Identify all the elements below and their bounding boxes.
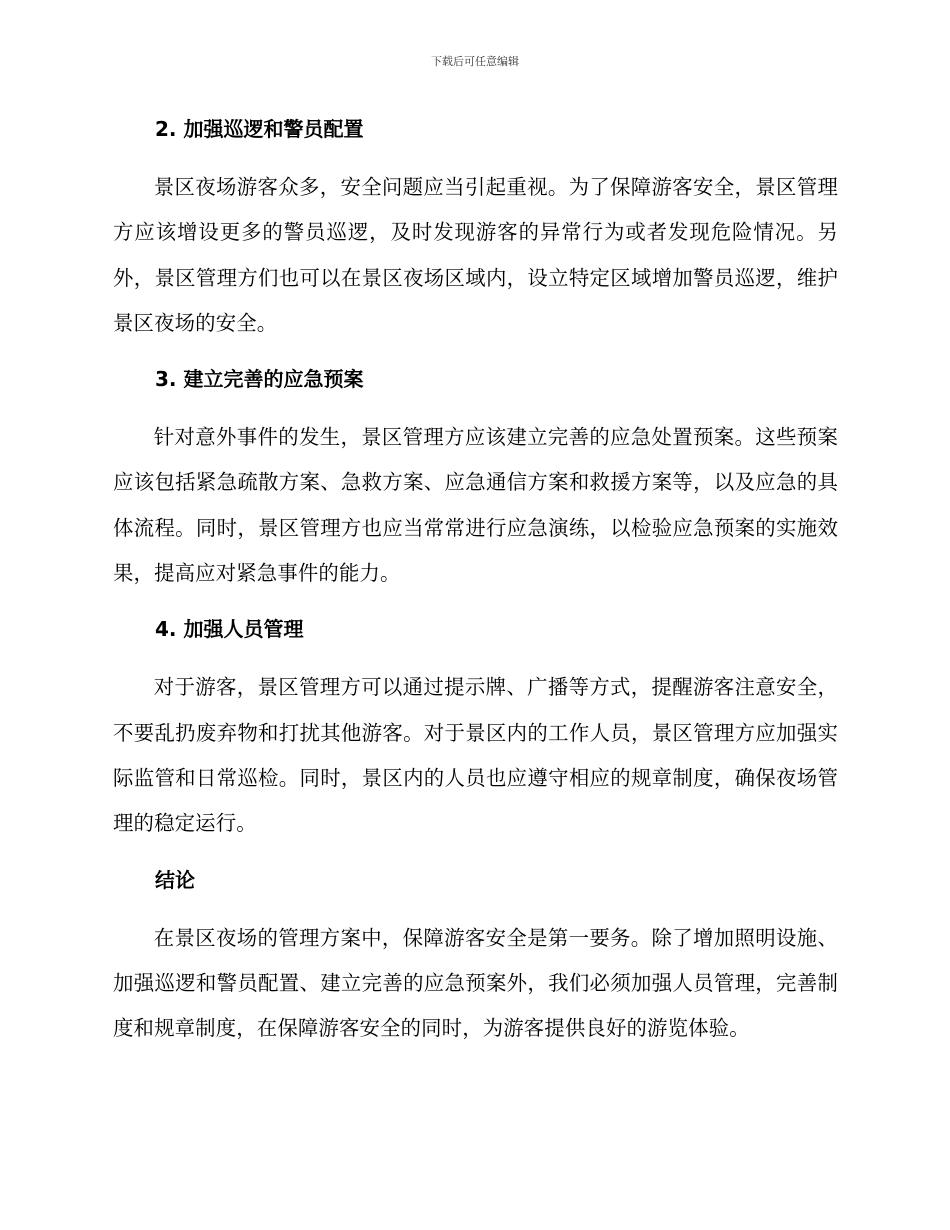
section-paragraph-staff-management: 对于游客，景区管理方可以通过提示牌、广播等方式，提醒游客注意安全，不要乱扔废弃物和打扰其他游客。对于景区内的工作人员，景区管理方应加强实际监管和日常巡检。同时，景区内的人员也应遵守相应的规章制度，确保夜场管理的稳定运行。 <box>113 675 838 836</box>
section-paragraph-patrol: 景区夜场游客众多，安全问题应当引起重视。为了保障游客安全，景区管理方应该增设更多的警员巡逻，及时发现游客的异常行为或者发现危险情况。另外，景区管理方们也可以在景区夜场区域内，设立特定区域增加警员巡逻，维护景区夜场的安全。 <box>113 175 838 335</box>
page-header-note: 下载后可任意编辑 <box>431 55 519 68</box>
section-paragraph-emergency-plan: 针对意外事件的发生，景区管理方应该建立完善的应急处置预案。这些预案应该包括紧急疏散方案、急救方案、应急通信方案和救援方案等，以及应急的具体流程。同时，景区管理方也应当常常进行应急演练，以检验应急预案的实施效果，提高应对紧急事件的能力。 <box>113 425 838 586</box>
document-body <box>113 112 838 1051</box>
section-heading-patrol: 2. 加强巡逻和警员配置 <box>155 117 364 141</box>
section-heading-emergency-plan: 3. 建立完善的应急预案 <box>155 367 364 392</box>
section-paragraph-conclusion: 在景区夜场的管理方案中，保障游客安全是第一要务。除了增加照明设施、加强巡逻和警员配置、建立完善的应急预案外，我们必须加强人员管理，完善制度和规章制度，在保障游客安全的同时，为游客提供良好的游览体验。 <box>113 925 838 1041</box>
section-heading-conclusion: 结论 <box>155 867 195 892</box>
section-heading-staff-management: 4. 加强人员管理 <box>155 617 304 642</box>
